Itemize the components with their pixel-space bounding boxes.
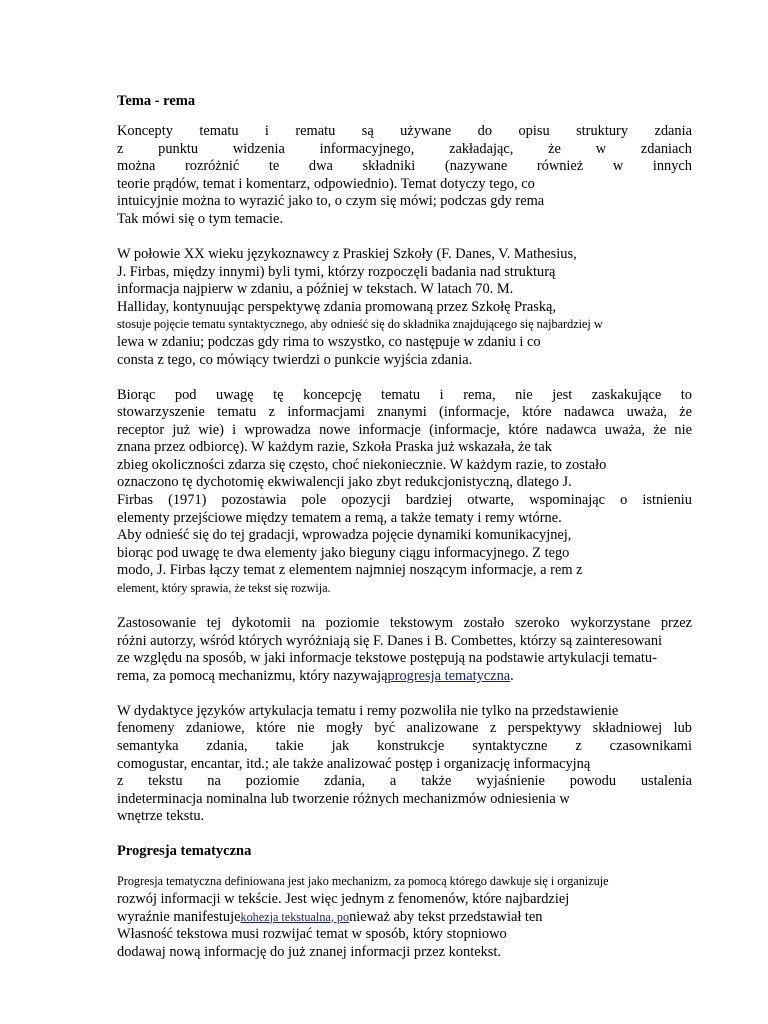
text-line: Biorąc pod uwagę tę koncepcję tematu i rema, nie jest zaskakujące to [117, 386, 692, 403]
text-line: ze względu na sposób, w jaki informacje tekstowe postępują na podstawie artykulacji tematu- [117, 650, 657, 667]
paragraph-3 [117, 387, 692, 598]
text-line: znana przez odbiorcę). W każdym razie, Szkoła Praska już wskazała, że tak [117, 439, 552, 456]
text-line: elementy przejściowe między tematem a remą, a także tematy i remy wtórne. [117, 509, 562, 526]
text-line: Koncepty tematu i rematu są używane do opisu struktury zdania [117, 123, 692, 139]
text-line: zbieg okoliczności zdarza się często, choć niekoniecznie. W każdym razie, to zostało [117, 456, 607, 473]
text-line: lewa w zdaniu; podczas gdy rima to wszystko, co następuje w zdaniu i co [117, 333, 541, 350]
text-line: stosuje pojęcie tematu syntaktycznego, aby odnieść się do składnika znajdującego się najbardziej w [117, 317, 603, 332]
document-page [117, 93, 692, 961]
text-line [117, 909, 692, 927]
text-run: wyraźnie manifestuje [117, 908, 241, 925]
text-line: consta z tego, co mówiący twierdzi o punkcie wyjścia zdania. [117, 351, 473, 368]
text-line: J. Firbas, między innymi) byli tymi, którzy rozpoczęli badania nad strukturą [117, 263, 556, 280]
text-line: receptor już wie) i wprowadza nowe informacje (informacje, które nadawca uważa, że nie [117, 421, 692, 438]
progresja-tematyczna-link[interactable]: progresja tematyczna [387, 667, 511, 684]
text-line: W połowie XX wieku językoznawcy z Praskiej Szkoły (F. Danes, V. Mathesius, [117, 245, 577, 262]
text-line: Tak mówi się o tym temacie. [117, 210, 284, 227]
text-line: stowarzyszenie tematu z informacjami znanymi (informacje, które nadawca uważa, że [117, 404, 692, 421]
text-line: modo, J. Firbas łączy temat z elementem najmniej noszącym informacje, a rem z [117, 562, 583, 579]
text-line: dodawaj nową informację do już znanej informacji przez kontekst. [117, 943, 502, 960]
paragraph-2 [117, 246, 692, 369]
kohezja-tekstualna-link[interactable]: kohezja tekstualna, po [240, 909, 350, 924]
text-line: fenomeny zdaniowe, które nie mogły być analizowane z perspektywy składniowej lub [117, 720, 692, 737]
text-line: z tekstu na poziomie zdania, a także wyjaśnienie powodu ustalenia [117, 773, 692, 790]
text-line: informacja najpierw w zdaniu, a później w tekstach. W latach 70. M. [117, 281, 514, 298]
text-line: Firbas (1971) pozostawia pole opozycji bardziej otwarte, wspominając o istnieniu [117, 492, 692, 509]
text-line: indeterminacja nominalna lub tworzenie różnych mechanizmów odniesienia w [117, 790, 570, 807]
text-line: Zastosowanie tej dykotomii na poziomie tekstowym zostało szeroko wykorzystane przez [117, 615, 692, 632]
section-heading-tema-rema: Tema - rema [117, 93, 196, 109]
text-line: z punktu widzenia informacyjnego, zakładając, że w zdaniach [117, 140, 692, 157]
text-line: można rozróżnić te dwa składniki (nazywane również w innych [117, 158, 692, 175]
text-line [117, 668, 692, 686]
paragraph-4 [117, 615, 692, 685]
text-line: intuicyjnie można to wyrazić jako to, o czym się mówi; podczas gdy rema [117, 193, 545, 210]
paragraph-5 [117, 703, 692, 826]
text-line: wnętrze tekstu. [117, 808, 205, 825]
text-line: oznaczono tę dychotomię ekwiwalencji jako zbyt redukcjonistyczną, dlatego J. [117, 474, 572, 491]
text-line: comogustar, encantar, itd.; ale także analizować postęp i organizację informacyjną [117, 755, 591, 772]
section-heading-progresja-tematyczna: Progresja tematyczna [117, 843, 252, 860]
text-line: różni autorzy, wśród których wyróżniają się F. Danes i B. Combettes, którzy są zainteresowani [117, 632, 663, 649]
text-line: Aby odnieść się do tej gradacji, wprowadza pojęcie dynamiki komunikacyjnej, [117, 527, 572, 544]
paragraph-progresja [117, 873, 692, 961]
text-line: rozwój informacji w tekście. Jest więc jednym z fenomenów, które najbardziej [117, 890, 570, 907]
text-line: semantyka zdania, takie jak konstrukcje syntaktyczne z czasownikami [117, 737, 692, 754]
paragraph-1 [117, 123, 692, 229]
text-run: rema, za pomocą mechanizmu, który nazywają [117, 667, 388, 684]
text-run: . [510, 667, 514, 684]
text-line: element, który sprawia, że tekst się rozwija. [117, 581, 331, 596]
text-line: biorąc pod uwagę te dwa elementy jako bieguny ciągu informacyjnego. Z tego [117, 544, 570, 561]
text-line: W dydaktyce języków artykulacja tematu i remy pozwoliła nie tylko na przedstawienie [117, 702, 619, 719]
text-line: Halliday, kontynuując perspektywę zdania promowaną przez Szkołę Praską, [117, 298, 557, 315]
text-line: Progresja tematyczna definiowana jest jako mechanizm, za pomocą którego dawkuje się i organizuje [117, 874, 609, 889]
text-line: Własność tekstowa musi rozwijać temat w sposób, który stopniowo [117, 926, 507, 943]
text-line: teorie prądów, temat i komentarz, odpowiednio). Temat dotyczy tego, co [117, 175, 535, 192]
text-run: nieważ aby tekst przedstawiał ten [349, 908, 543, 925]
